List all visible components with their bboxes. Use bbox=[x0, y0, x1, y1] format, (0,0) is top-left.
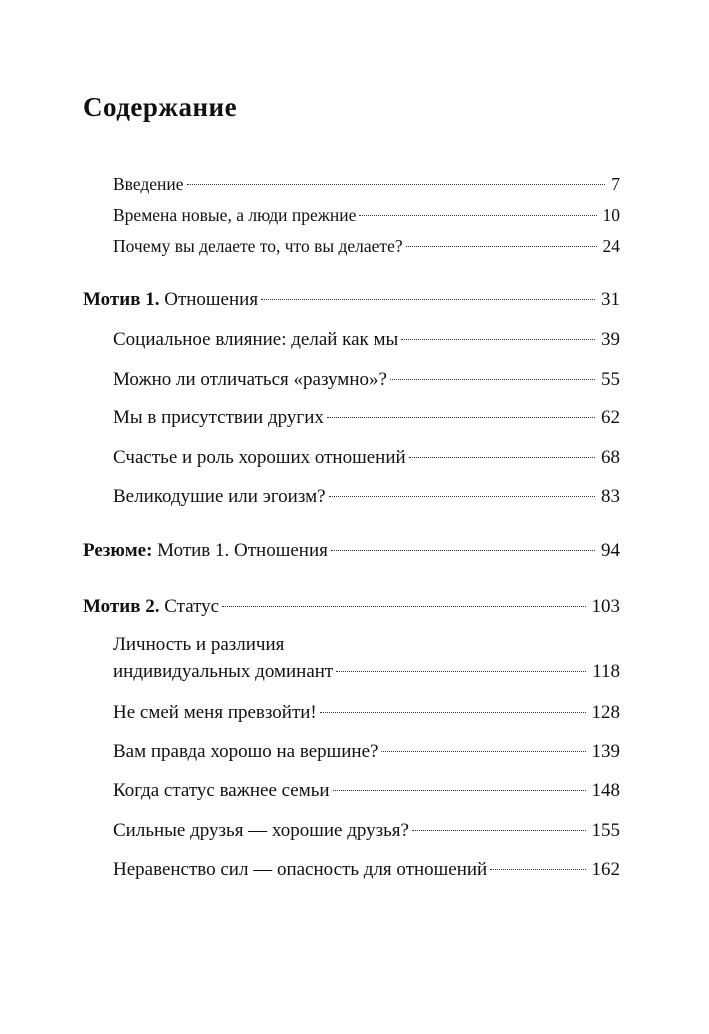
toc-entry-page: 10 bbox=[602, 205, 620, 225]
toc-entry[interactable] bbox=[113, 407, 620, 429]
section-name: Отношения bbox=[164, 289, 259, 310]
dot-leader bbox=[187, 184, 606, 185]
toc-entry[interactable] bbox=[113, 329, 620, 351]
dot-leader bbox=[331, 550, 595, 551]
toc-entry-page: 148 bbox=[591, 780, 620, 801]
toc-entry-page: 103 bbox=[591, 596, 620, 617]
dot-leader bbox=[261, 299, 595, 300]
dot-leader bbox=[390, 379, 595, 380]
toc-entry[interactable] bbox=[113, 820, 620, 842]
toc-entry[interactable] bbox=[113, 661, 620, 683]
toc-entry-page: 128 bbox=[591, 702, 620, 723]
toc-entry[interactable] bbox=[113, 741, 620, 763]
dot-leader bbox=[406, 246, 597, 247]
dot-leader bbox=[381, 751, 585, 752]
toc-entry-intro[interactable] bbox=[113, 205, 620, 226]
toc-entry-page: 39 bbox=[601, 329, 620, 350]
toc-entry-label: Счастье и роль хороших отношений bbox=[113, 447, 406, 468]
toc-entry-page: 94 bbox=[601, 540, 620, 561]
toc-entry-page: 68 bbox=[601, 447, 620, 468]
toc-entry-page: 7 bbox=[611, 174, 620, 194]
section-name: Статус bbox=[164, 596, 220, 617]
toc-entry-page: 118 bbox=[592, 661, 620, 682]
dot-leader bbox=[327, 417, 595, 418]
dot-leader bbox=[333, 790, 586, 791]
toc-entry-label: Великодушие или эгоизм? bbox=[113, 486, 326, 507]
toc-entry-page: 155 bbox=[591, 820, 620, 841]
toc-entry-label: Времена новые, а люди прежние bbox=[113, 205, 357, 225]
dot-leader bbox=[409, 457, 595, 458]
toc-entry-label: Можно ли отличаться «разумно»? bbox=[113, 369, 387, 390]
dot-leader bbox=[336, 671, 586, 672]
toc-entry-intro[interactable] bbox=[113, 174, 620, 195]
dot-leader bbox=[401, 339, 595, 340]
toc-entry-label: Не смей меня превзойти! bbox=[113, 702, 317, 723]
toc-entry-label-line1: Личность и различия bbox=[113, 634, 285, 655]
toc-section-summary-1[interactable] bbox=[83, 540, 620, 562]
toc-entry-page: 62 bbox=[601, 407, 620, 428]
toc-entry-label: Сильные друзья — хорошие друзья? bbox=[113, 820, 409, 841]
toc-entry-label: Когда статус важнее семьи bbox=[113, 780, 330, 801]
toc-entry[interactable] bbox=[113, 369, 620, 391]
toc-entry-label: Социальное влияние: делай как мы bbox=[113, 329, 399, 350]
toc-entry-page: 55 bbox=[601, 369, 620, 390]
toc-section-motive-1[interactable] bbox=[83, 289, 620, 311]
toc-entry-label: Мы в присутствии других bbox=[113, 407, 324, 428]
toc-section-motive-2[interactable] bbox=[83, 596, 620, 618]
toc-entry[interactable] bbox=[113, 486, 620, 508]
section-prefix: Мотив 1. bbox=[83, 289, 160, 310]
toc-entry-intro[interactable] bbox=[113, 236, 620, 257]
toc-entry-page: 31 bbox=[601, 289, 620, 310]
section-prefix: Резюме: bbox=[83, 540, 153, 561]
toc-entry-label: Введение bbox=[113, 174, 184, 194]
toc-entry-page: 162 bbox=[591, 859, 620, 880]
toc-entry[interactable] bbox=[113, 702, 620, 724]
toc-entry-page: 83 bbox=[601, 486, 620, 507]
dot-leader bbox=[412, 830, 586, 831]
toc-entry-page: 24 bbox=[602, 236, 620, 256]
dot-leader bbox=[359, 215, 596, 216]
toc-entry-label: Почему вы делаете то, что вы делаете? bbox=[113, 236, 403, 256]
toc-entry-label: индивидуальных доминант bbox=[113, 661, 334, 682]
toc-entry-label: Неравенство сил — опасность для отношений bbox=[113, 859, 488, 880]
dot-leader bbox=[329, 496, 595, 497]
dot-leader bbox=[490, 869, 585, 870]
section-name: Мотив 1. Отношения bbox=[157, 540, 328, 561]
toc-entry[interactable] bbox=[113, 780, 620, 802]
dot-leader bbox=[320, 712, 586, 713]
toc-entry-page: 139 bbox=[591, 741, 620, 762]
toc-entry[interactable] bbox=[113, 859, 620, 881]
toc-entry[interactable] bbox=[113, 447, 620, 469]
dot-leader bbox=[222, 606, 585, 607]
toc-entry-label: Вам правда хорошо на вершине? bbox=[113, 741, 379, 762]
section-prefix: Мотив 2. bbox=[83, 596, 160, 617]
page-title: Содержание bbox=[83, 92, 238, 122]
